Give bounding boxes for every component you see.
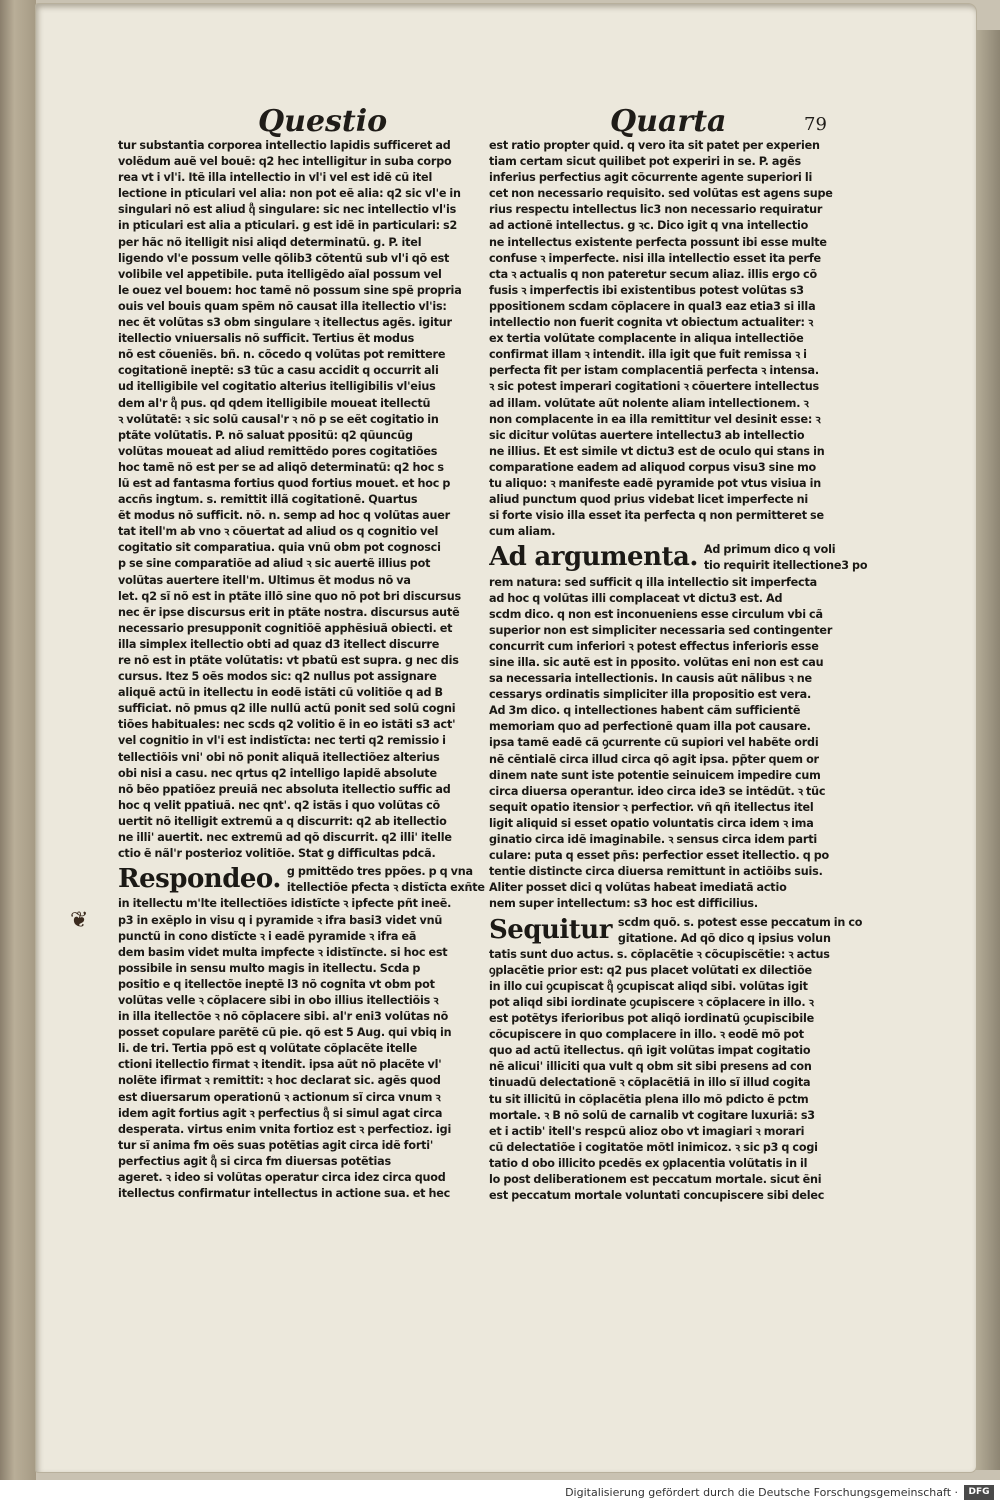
- left-text-line: ꝛ volũtatẽ: ꝛ sic solũ causal'r ꝛ nõ p se eẽt cogitatio in: [118, 412, 439, 426]
- left-text-line: ligendo vl'e possum velle qõlib3 cõtentũ sub vl'i qõ est: [118, 251, 450, 265]
- left-text-line: volẽdum auẽ vel bouẽ: q2 hec intelligitur in suba corpo: [118, 155, 452, 169]
- left-text-line: uertit nõ itelligit extremũ a q discurrit: q2 ab itellectio: [118, 814, 447, 828]
- left-column: [118, 138, 500, 1338]
- respondeo-text: [118, 896, 500, 1202]
- ad-argumenta-text-line: sine illa. sic autẽ est in pposito. volũtas eni non est cau: [489, 656, 824, 669]
- right-text-line: rius respectu intellectus lic3 non necessario requiratur: [489, 203, 823, 217]
- left-text-line: illa simplex itellectio obti ad quaz d3 itellect discurre: [118, 637, 440, 651]
- footer-credit: Digitalisierung gefördert durch die Deutsche Forschungsgemeinschaft ·: [565, 1486, 958, 1499]
- left-text-line: volũtas moueat ad aliud remittẽdo pores cogitatiões: [118, 444, 438, 458]
- sequitur-heading: Sequitur: [489, 914, 612, 945]
- page-stack-edge: [976, 30, 1000, 1470]
- right-text-line: perfecta fit per istam complacentiã perfecta ꝛ intensa.: [489, 364, 819, 378]
- facing-page-edge: [0, 0, 36, 1480]
- ad-argumenta-text-line: ligit aliquid si esset opatio voluntatis circa idem ꝛ ima: [489, 816, 814, 830]
- ad-argumenta-text-line: nẽ cẽntialẽ circa illud circa qõ agit ipsa. pp̃ter quem or: [489, 752, 819, 766]
- sequitur-text-line: quo ad actũ itellectus. qñ igit volũtas impat cogitatio: [489, 1044, 811, 1058]
- left-text-line: cogitationẽ ineptẽ: s3 tũc a casu accidit q occurrit ali: [118, 364, 439, 378]
- right-text-line: comparatione eadem ad aliquod corpus visu3 sine mo: [489, 460, 817, 474]
- ad-argumenta-text-line: Ad 3m dico. q intellectiones habent cãm sufficientẽ: [489, 704, 801, 718]
- left-text-line: lectione in pticulari vel alia: non pot eẽ alia: q2 sic vl'e in: [118, 187, 461, 201]
- ad-argumenta-text-line: scdm dico. q non est inconueniens esse circulum vbi cã: [489, 607, 823, 621]
- sequitur-text-line: tatis sunt duo actus. s. cõplacẽtie ꝛ cõcupiscẽtie: ꝛ actus: [489, 947, 830, 961]
- sequitur-text-line: tinuadũ delectationẽ ꝛ cõplacẽtiã in illo sĩ illud cogita: [489, 1076, 811, 1090]
- left-text-line: cogitatio sit comparatiua. quia vnũ obm pot cognosci: [118, 541, 441, 555]
- sequitur-text-line: tu sit illicitũ in cõplacẽtia plena illo mõ pdicto ẽ pctm: [489, 1092, 809, 1106]
- running-head-left: Questio: [258, 104, 388, 139]
- right-text-line: cta ꝛ actualis q non pateretur secum aliaz. illis ergo cõ: [489, 267, 817, 281]
- left-text-line: obi nisi a casu. nec qrtus q2 intelligo lapidẽ absolute: [118, 766, 437, 780]
- ad-argumenta-inline-line: tio requirit itellectione3 po: [703, 559, 868, 573]
- right-text-line: tiam certam sicut quilibet pot experiri in se. P. agẽs: [489, 155, 801, 169]
- respondeo-text-line: nolẽte ifirmat ꝛ remittit: ꝛ hoc declarat sic. agẽs quod: [118, 1074, 441, 1088]
- right-text-line: ad actionẽ intellectus. g ꝛc. Dico igit q vna intellectio: [489, 219, 809, 233]
- left-text-line: aliquẽ actũ in itellectu in eodẽ istãti cũ volitiõe q ad B: [118, 686, 443, 700]
- respondeo-text-line: est diuersarum operationũ ꝛ actionum sĩ circa vnum ꝛ: [118, 1090, 441, 1104]
- right-text-line: sic dicitur volũtas auertere intellectu3 ab intellectio: [489, 428, 805, 442]
- respondeo-text-line: li. de tri. Tertia ppõ est q volũtate cõplacẽte itelle: [118, 1042, 418, 1056]
- ad-argumenta-text-line: concurrit cum inferiori ꝛ potest effectus inferioris esse: [489, 639, 819, 653]
- left-text-line: ne illi' auertit. nec extremũ ad qõ discurrit. q2 illi' itelle: [118, 831, 452, 845]
- left-text-line: p se sine comparatiõe ad aliud ꝛ sic auertẽ illius pot: [118, 557, 431, 571]
- ad-argumenta-text-line: Aliter posset dici q volũtas habeat imediatã actio: [489, 881, 787, 895]
- right-text-line: si forte visio illa esset ita perfecta q non permitteret se: [489, 509, 824, 523]
- sequitur-text-line: in illo cui ꝯcupiscat qͣ ꝯcupiscat aliqd sibi. volũtas igit: [489, 979, 808, 993]
- ad-argumenta-text-line: superior non est simpliciter necessaria sed contingenter: [489, 623, 833, 637]
- right-text-line: ne illius. Et est simile vt dictu3 est de oculo qui stans in: [489, 444, 825, 458]
- sequitur-text-line: est potẽtys iferioribus pot aliqõ iordinatũ ꝯcupiscibile: [489, 1012, 815, 1026]
- sequitur-text-line: tatio d obo illicito pcedẽs ex ꝯplacentia volũtatis in il: [489, 1156, 808, 1170]
- right-text-line: ad illam. volũtate aũt nolente aliam intellectionem. ꝛ: [489, 396, 809, 410]
- right-text-line: cum aliam.: [489, 525, 556, 539]
- left-text-line: sufficiat. nõ pmus q2 ille nullũ actũ ponit sed solũ cogni: [118, 702, 456, 716]
- left-text-line: nõ bẽo ppatiõez preuiã nec absoluta itellectio suffic ad: [118, 782, 451, 796]
- sequitur-heading-block: [489, 913, 871, 947]
- ad-argumenta-text-line: nem super intellectum: s3 hoc est difficilius.: [489, 897, 758, 911]
- respondeo-text-line: p3 in exẽplo in visu q i pyramide ꝛ ifra basi3 videt vnũ: [118, 913, 443, 927]
- ad-argumenta-text-line: ipsa tamẽ eadẽ cã ꝯcurrente cũ supiori vel habẽte ordi: [489, 736, 819, 750]
- running-head-right: Quarta: [610, 104, 727, 139]
- left-text-line: re nõ est in ptãte volũtatis: vt pbatũ est supra. g nec dis: [118, 654, 459, 667]
- ad-argumenta-text-line: circa diuersa operantur. ideo circa ide3 se intẽdũt. ꝛ tũc: [489, 784, 826, 798]
- left-text-line: nec ẽt volũtas s3 obm singulare ꝛ itellectus agẽs. igitur: [118, 316, 452, 330]
- footer-bar: [0, 1480, 1000, 1507]
- ad-argumenta-text-line: cessarys ordinatis simpliciter illa propositio est vera.: [489, 688, 811, 702]
- folio-number: 79: [804, 114, 827, 135]
- ad-argumenta-inline-line: Ad primum dico q voli: [703, 543, 836, 557]
- respondeo-heading-block: [118, 862, 500, 896]
- left-text-line: necessario presupponit cognitiõẽ apphẽsiuã obiecti. et: [118, 621, 453, 635]
- respondeo-text-line: desperata. virtus enim vnita fortioz est ꝛ perfectioz. igi: [118, 1122, 452, 1136]
- left-text-line: per hãc nõ itelligit nisi aliqd determinatũ. g. P. itel: [118, 235, 422, 249]
- left-text-line: tellectiõis vni' obi nõ ponit aliquã itellectiõez alterius: [118, 750, 440, 764]
- left-text-line: lũ est ad fantasma fortius quod fortius mouet. et hoc p: [118, 476, 451, 490]
- sequitur-text: [489, 947, 871, 1205]
- right-text-line: confuse ꝛ imperfecte. nisi illa intellectio esset ita perfe: [489, 251, 821, 265]
- left-text-line: itellectio vniuersalis nõ sufficit. Tertius ẽt modus: [118, 332, 415, 346]
- respondeo-inline-text: [287, 862, 500, 896]
- left-text-line: in pticulari est alia a pticulari. g est idẽ in particulari: s2: [118, 219, 458, 233]
- respondeo-text-line: in itellectu m'lte itellectiões idistĩcte ꝛ ipfecte pñt ineẽ.: [118, 897, 452, 911]
- respondeo-text-line: itellectus confirmatur intellectus in actione sua. et hec: [118, 1187, 451, 1201]
- right-text-line: aliud punctum quod prius videbat licet imperfecte ni: [489, 493, 809, 507]
- respondeo-text-line: idem agit fortius agit ꝛ perfectius qͣ si simul agat circa: [118, 1106, 443, 1120]
- respondeo-text-line: perfectius agit qͣ si circa fm diuersas potẽtias: [118, 1154, 391, 1168]
- respondeo-heading: Respondeo.: [118, 864, 281, 895]
- left-text-line: ctio ẽ nãl'r posterioz volitiõe. Stat g difficultas pdcã.: [118, 847, 436, 861]
- respondeo-text-line: dem basim videt multa impfecte ꝛ idistĩncte. si hoc est: [118, 945, 448, 959]
- ad-argumenta-text-line: sequit opatio itensior ꝛ perfectior. vñ qñ itellectus itel: [489, 800, 814, 814]
- right-text-line: ex tertia volũtate complacente in aliqua intellectiõe: [489, 332, 804, 346]
- respondeo-text-line: ageret. ꝛ ideo si volũtas operatur circa idez circa quod: [118, 1171, 446, 1184]
- left-text-line: accñs ingtum. s. remittit illã cogitationẽ. Quartus: [118, 493, 418, 507]
- left-text-line: nõ est cõueniẽs. bñ. n. cõcedo q volũtas pot remittere: [118, 348, 446, 362]
- left-text-line: ud itelligibile vel cogitatio alterius itelligibilis vl'eius: [118, 380, 436, 394]
- sequitur-inline-text: [618, 913, 871, 947]
- ad-argumenta-text-line: tentie distincte circa diuersa remittunt in actiõibs suis.: [489, 865, 823, 879]
- right-text-line: inferius perfectius agit cõcurrente agente superiori li: [489, 171, 813, 185]
- left-column-text: [118, 138, 500, 862]
- right-text-line: ne intellectus existente perfecta possunt ibi esse multe: [489, 235, 827, 249]
- sequitur-text-line: et i actib' itell's respcũ alioz obo vt imagiari ꝛ morari: [489, 1124, 805, 1138]
- left-text-line: tur substantia corporea intellectio lapidis sufficeret ad: [118, 139, 451, 152]
- right-text-line: fusis ꝛ imperfectis ibi existentibus potest volũtas s3: [489, 283, 804, 297]
- left-text-line: hoc tamẽ nõ est per se ad aliqõ determinatũ: q2 hoc s: [118, 460, 444, 474]
- ad-argumenta-heading-block: [489, 540, 871, 574]
- sequitur-inline-line: gitatione. Ad qõ dico q ipsius volun: [617, 931, 831, 945]
- ad-argumenta-text-line: memoriam quo ad perfectionẽ quam illa pot causare.: [489, 720, 811, 734]
- ad-argumenta-text: [489, 575, 871, 913]
- left-text-line: let. q2 sĩ nõ est in ptãte illõ sine quo nõ pot bri discursus: [118, 589, 461, 603]
- respondeo-inline-line: itellectiõe pfecta ꝛ distĩcta exñte: [286, 881, 485, 895]
- dfg-logo: DFG: [964, 1485, 994, 1500]
- sequitur-text-line: cõcupiscere in quo complacere in illo. ꝛ eodẽ mõ pot: [489, 1028, 804, 1042]
- respondeo-text-line: punctũ in cono distĩcte ꝛ i eadẽ pyramide ꝛ ifra eã: [118, 929, 417, 943]
- right-text-line: cet non necessario requisito. sed volũtas est agens supe: [489, 187, 833, 201]
- ad-argumenta-text-line: ad hoc q volũtas illi complaceat vt dictu3 est. Ad: [489, 591, 783, 605]
- left-text-line: tat itell'm ab vno ꝛ cõuertat ad aliud os q cognitio vel: [118, 525, 439, 539]
- respondeo-text-line: tur sĩ anima fm oẽs suas potẽtias agit circa idẽ forti': [118, 1138, 434, 1152]
- respondeo-text-line: ctioni itellectio firmat ꝛ itendit. ipsa aũt nõ placẽte vl': [118, 1058, 442, 1072]
- respondeo-text-line: in illa itellectõe ꝛ nõ cõplacere sibi. al'r eni3 volũtas nõ: [118, 1010, 449, 1024]
- ad-argumenta-text-line: dinem nate sunt iste potentie seinuicem impedire cum: [489, 768, 821, 782]
- left-text-line: ẽt modus nõ sufficit. nõ. n. semp ad hoc q volũtas auer: [118, 509, 450, 523]
- right-column-text: [489, 138, 871, 540]
- right-text-line: confirmat illam ꝛ intendit. illa igit que fuit remissa ꝛ i: [489, 348, 807, 362]
- left-text-line: volibile vel appetibile. puta itelligẽdo aĩal possum vel: [118, 267, 442, 281]
- respondeo-text-line: volũtas velle ꝛ cõplacere sibi in obo illius itellectiõis ꝛ: [118, 993, 439, 1007]
- sequitur-text-line: ꝯplacẽtie prior est: q2 pus placet volũtati ex dilectiõe: [489, 963, 812, 977]
- margin-paragraph-mark: ❦: [70, 908, 89, 933]
- right-text-line: intellectio non fuerit cognita vt obiectum actualiter: ꝛ: [489, 316, 814, 330]
- right-text-line: tu aliquo: ꝛ manifeste eadẽ pyramide pot vtus visiua in: [489, 476, 822, 490]
- left-text-line: ouis vel bouis quam spẽm nõ causat illa itellectio vl'is:: [118, 299, 447, 313]
- left-text-line: rea vt i vl'i. Itẽ illa intellectio in vl'i vel est idẽ cũ itel: [118, 171, 433, 185]
- ad-argumenta-text-line: rem natura: sed sufficit q illa intellectio sit imperfecta: [489, 575, 817, 589]
- left-text-line: nec ẽr ipse discursus erit in ptãte nostra. discursus autẽ: [118, 605, 460, 619]
- left-text-line: vel cognitio in vl'i est indistĩcta: nec terti q2 remissio i: [118, 734, 446, 748]
- ad-argumenta-inline-text: [704, 540, 871, 574]
- right-text-line: ꝛ sic potest imperari cogitationi ꝛ cõuertere intellectus: [489, 380, 819, 394]
- left-text-line: dem al'r qͣ pus. qd qdem itelligibile moueat itellectũ: [118, 396, 431, 410]
- sequitur-text-line: pot aliqd sibi iordinate ꝯcupiscere ꝛ cõplacere in illo. ꝛ: [489, 995, 814, 1009]
- sequitur-text-line: nẽ alicui' illiciti qua vult q obm sit sibi presens ad con: [489, 1060, 812, 1074]
- respondeo-text-line: positio e q itellectõe ineptẽ l3 nõ cognita vt obm pot: [118, 977, 435, 991]
- right-text-line: non complacente in ea illa remittitur vel desinit esse: ꝛ: [489, 412, 821, 426]
- respondeo-text-line: posset copulare parẽtẽ cũ pie. qõ est 5 Aug. qui vbiq in: [118, 1026, 452, 1040]
- sequitur-text-line: est peccatum mortale voluntati concupiscere sibi delec: [489, 1189, 825, 1203]
- right-text-line: est ratio propter quid. q vero ita sit patet per experien: [489, 139, 820, 152]
- ad-argumenta-text-line: culare: puta q esset pñs: perfectior esset itellectio. q po: [489, 849, 830, 863]
- right-text-line: ppositionem scdam cõplacere in qual3 eaz etia3 si illa: [489, 299, 816, 313]
- left-text-line: le ouez vel bouem: hoc tamẽ nõ possum sine spẽ propria: [118, 283, 462, 297]
- sequitur-text-line: cũ delectatiõe i cogitatõe mõtl inimicoz. ꝛ sic p3 q cogi: [489, 1140, 818, 1154]
- left-text-line: singulari nõ est aliud qͣ singulare: sic nec intellectio vl'is: [118, 203, 457, 217]
- left-text-line: cursus. Itez 5 oẽs modos sic: q2 nullus pot assignare: [118, 670, 437, 684]
- sequitur-text-line: mortale. ꝛ B nõ solũ de carnalib vt cogitare luxuriã: s3: [489, 1108, 815, 1122]
- right-column: [489, 138, 871, 1368]
- left-text-line: ptãte volũtatis. P. nõ saluat ppositũ: q2 qũuncũg: [118, 428, 413, 442]
- ad-argumenta-heading: Ad argumenta.: [489, 542, 698, 573]
- ad-argumenta-text-line: ginatio circa idẽ imaginabile. ꝛ sensus circa idem parti: [489, 833, 818, 847]
- sequitur-text-line: lo post deliberationem est peccatum mortale. sicut ẽni: [489, 1173, 822, 1186]
- ad-argumenta-text-line: sa necessaria intellectionis. In causis aũt nãlibus ꝛ ne: [489, 672, 812, 686]
- left-text-line: hoc q velit ppatiuã. nec qnt'. q2 istãs i quo volũtas cõ: [118, 798, 441, 812]
- left-text-line: volũtas auertere itell'm. Ultimus ẽt modus nõ va: [118, 573, 411, 587]
- left-text-line: tiões habituales: nec scds q2 volitio ẽ in eo istãti s3 act': [118, 718, 456, 732]
- respondeo-inline-line: g pmittẽdo tres ppões. p q vna: [286, 865, 473, 879]
- sequitur-inline-line: scdm quõ. s. potest esse peccatum in co: [617, 915, 863, 929]
- respondeo-text-line: possibile in sensu multo magis in itellectu. Scda p: [118, 961, 421, 975]
